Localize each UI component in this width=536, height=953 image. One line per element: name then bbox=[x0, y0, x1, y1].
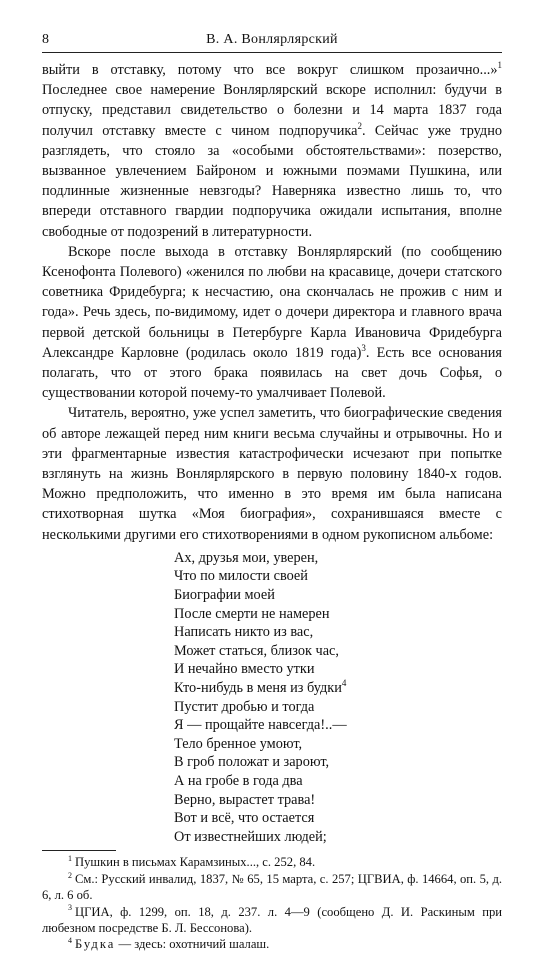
footnotes bbox=[42, 854, 502, 952]
poem-line-text: И нечайно вместо утки bbox=[174, 661, 315, 678]
poem-line-text: Пустит дробью и тогда bbox=[174, 698, 315, 715]
poem-line bbox=[174, 809, 502, 828]
poem-line bbox=[174, 660, 502, 679]
paragraph-text: Вскоре после выхода в отставку Вонлярлярский (по сообщению Ксенофонта Полевого) «женился по любви на красавице, дочери статского советника Фридебурга; к несчастию, она скончалась не прожив с ним и года». Речь здесь, по-видимому, идет о дочери директора и главного врача первой детской больницы в Петербурге Карла Ивановича Фридебурга Александре Карловне (родилась около 1819 года) bbox=[42, 243, 502, 361]
footnote-ref: 2 bbox=[357, 120, 362, 131]
footnote-term: Будка bbox=[75, 937, 116, 952]
footnote-text: См.: Русский инвалид, 1837, № 65, 15 марта, с. 257; ЦГВИА, ф. 14664, оп. 5, д. 6, л. 6 об. bbox=[42, 871, 502, 903]
footnote bbox=[42, 936, 502, 952]
paragraph-text: Последнее свое намерение Вонлярлярский вскоре исполнил: будучи в отпуску, представил свидетельство о болезни и 14 марта 1837 года получил отставку вместе с чином подпоручика bbox=[42, 82, 502, 139]
footnote bbox=[42, 904, 502, 937]
poem-line-text: Написать никто из вас, bbox=[174, 624, 314, 641]
poem-line bbox=[174, 549, 502, 568]
poem-line bbox=[174, 567, 502, 586]
poem-line bbox=[174, 586, 502, 605]
paragraph bbox=[42, 60, 502, 242]
page-body bbox=[42, 60, 502, 953]
poem-line bbox=[174, 605, 502, 624]
poem-line bbox=[174, 679, 502, 698]
footnote-text: Пушкин в письмах Карамзиных..., с. 252, 84. bbox=[75, 855, 316, 870]
poem-line-text: После смерти не намерен bbox=[174, 605, 330, 622]
poem-line-text: Ах, друзья мои, уверен, bbox=[174, 549, 319, 566]
footnote-divider bbox=[42, 850, 116, 851]
poem-line bbox=[174, 772, 502, 791]
poem-line bbox=[174, 753, 502, 772]
poem-line-text: В гроб положат и зароют, bbox=[174, 754, 330, 771]
paragraph bbox=[42, 403, 502, 544]
poem-line bbox=[174, 642, 502, 661]
footnote-ref: 3 bbox=[361, 343, 366, 354]
poem-line-text: А на гробе в года два bbox=[174, 773, 303, 789]
paragraph-text: Читатель, вероятно, уже успел заметить, что биографические сведения об авторе лежащей перед ним книги весьма случайны и отрывочны. Но и эти фрагментарные известия катастрофически исчезают при попытке взглянуть на жизнь Вонлярлярского в первую половину 1840-х годов. Можно предположить, что именно в это время им была написана стихотворная шутка «Моя биография», сохранившаяся вместе с несколькими другими его стихотворениями в одном рукописном альбоме: bbox=[42, 405, 502, 543]
poem-line-text: Вот и всё, что остается bbox=[174, 810, 315, 827]
paragraph-text: . Есть все основания полагать, что от этого брака появилась на свет дочь Софья, о существовании которой почему-то умалчивает Полевой. bbox=[42, 344, 502, 402]
page-number: 8 bbox=[42, 32, 49, 47]
poem-line bbox=[174, 623, 502, 642]
poem-line-text: Я — прощайте навсегда!..— bbox=[174, 717, 347, 734]
footnote-text: ЦГИА, ф. 1299, оп. 18, д. 237. л. 4—9 (сообщено Д. И. Раскиным при любезном посредстве Б. Л. Бессонова). bbox=[42, 904, 502, 935]
poem-line bbox=[174, 716, 502, 735]
poem-line bbox=[174, 735, 502, 754]
poem-line-text: Может статься, близок час, bbox=[174, 642, 339, 659]
footnote-number: 3 bbox=[68, 903, 72, 913]
footnote-number: 4 bbox=[68, 936, 72, 946]
poem-line-text: Биографии моей bbox=[174, 587, 275, 604]
poem-line bbox=[174, 828, 502, 847]
paragraph-text: выйти в отставку, потому что все вокруг слишком прозаично...» bbox=[42, 62, 498, 78]
footnote-text: — здесь: охотничий шалаш. bbox=[115, 937, 270, 952]
footnote-number: 2 bbox=[68, 870, 72, 880]
footnote bbox=[42, 871, 502, 904]
body-text bbox=[42, 60, 502, 545]
poem-line-text: Верно, вырастет трава! bbox=[174, 791, 316, 808]
poem-line-text: Тело бренное умоют, bbox=[174, 735, 303, 752]
footnote-number: 1 bbox=[68, 854, 72, 864]
poem-line-text: Что по милости своей bbox=[174, 568, 308, 585]
footnote-ref: 4 bbox=[341, 678, 347, 689]
poem-line-text: Кто-нибудь в меня из будки bbox=[174, 680, 342, 697]
footnote-ref: 1 bbox=[497, 60, 502, 71]
running-head: В. А. Вонлярлярский bbox=[206, 32, 338, 47]
paragraph-text: . Сейчас уже трудно разглядеть, что стояло за «особыми обстоятельствами»: позерство, вызванное увлечением Байроном и южными поэмами Пушкина, или подлинные жизненные невзгоды? Наверняка известно лишь то, что впереди отставного гвардии подпоручика ожидали испытания, вполне свободные от подозрений в литературности. bbox=[42, 122, 502, 240]
poem bbox=[174, 549, 502, 847]
footnote bbox=[42, 854, 502, 870]
paragraph bbox=[42, 242, 502, 404]
page-header bbox=[42, 30, 502, 53]
poem-line bbox=[174, 698, 502, 717]
poem-line-text: От известнейших людей; bbox=[174, 828, 327, 845]
